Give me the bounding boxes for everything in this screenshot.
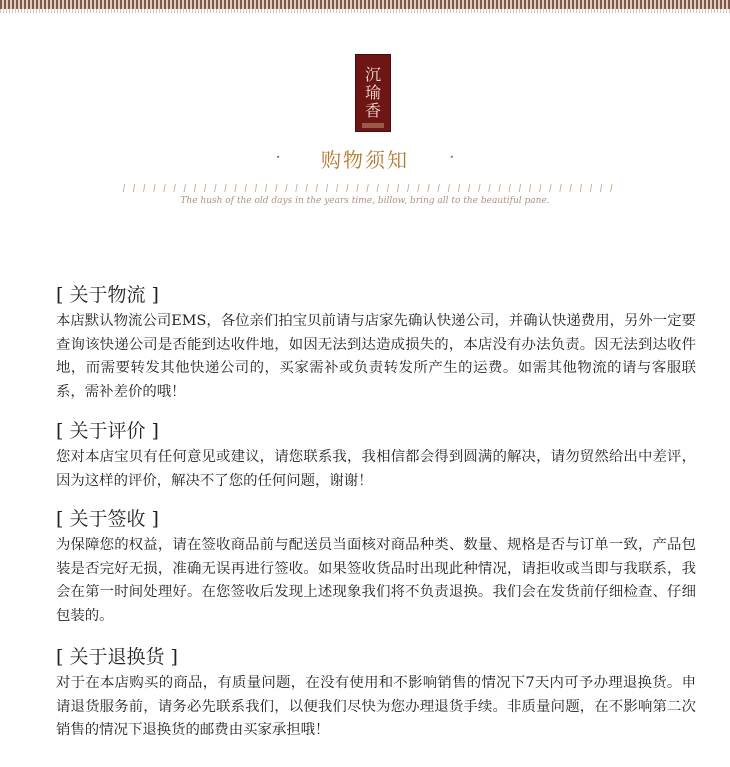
top-decorative-border-lower (0, 9, 730, 13)
section-heading: [ 关于评价 ] (56, 420, 159, 442)
section-returns (56, 644, 696, 743)
page-title: 购物须知 (321, 147, 409, 172)
section-logistics (56, 282, 696, 404)
title-dot-right: · (449, 147, 455, 168)
decorative-dash-line (118, 184, 618, 192)
page-title-row (0, 145, 730, 171)
section-heading: [ 关于物流 ] (56, 284, 159, 306)
tagline: The hush of the old days in the years time, billow, bring all to the beautiful pane. (180, 196, 550, 206)
section-body: 为保障您的权益，请在签收商品前与配送员当面核对商品种类、数量、规格是否与订单一致，产品包装是否完好无损，准确无误再进行签收。如果签收货品时出现此种情况，请拒收或当即与我联系，我会在第一时间处理好。在您签收后发现上述现象我们将不负责退换。我们会在发货前仔细检查、仔细包装的。 (56, 537, 696, 624)
seal-char-1: 沉 (364, 65, 381, 84)
seal-char-3: 香 (364, 101, 381, 120)
brand-seal-logo (355, 54, 391, 132)
section-body: 对于在本店购买的商品，有质量问题，在没有使用和不影响销售的情况下7天内可予办理退换货。申请退货服务前，请务必先联系我们，以便我们尽快为您办理退货手续。非质量问题，在不影响第二次销售的情况下退换货的邮费由买家承担哦！ (56, 675, 696, 738)
section-heading: [ 关于签收 ] (56, 508, 159, 530)
seal-underline (362, 123, 384, 128)
section-receipt (56, 506, 696, 628)
top-decorative-border (0, 0, 730, 9)
section-body: 您对本店宝贝有任何意见或建议，请您联系我，我相信都会得到圆满的解决，请勿贸然给出中差评，因为这样的评价，解决不了您的任何问题，谢谢！ (56, 449, 696, 489)
section-heading: [ 关于退换货 ] (56, 646, 178, 668)
section-reviews (56, 418, 696, 493)
seal-char-2: 瑜 (364, 83, 381, 102)
section-body: 本店默认物流公司EMS，各位亲们拍宝贝前请与店家先确认快递公司，并确认快递费用，另外一定要查询该快递公司是否能到达收件地，如因无法到达造成损失的，本店没有办法负责。因无法到达收件地，而需要转发其他快递公司的，买家需补或负责转发所产生的运费。如需其他物流的请与客服联系，需补差价的哦！ (56, 313, 696, 400)
title-dot-left: · (275, 147, 281, 168)
